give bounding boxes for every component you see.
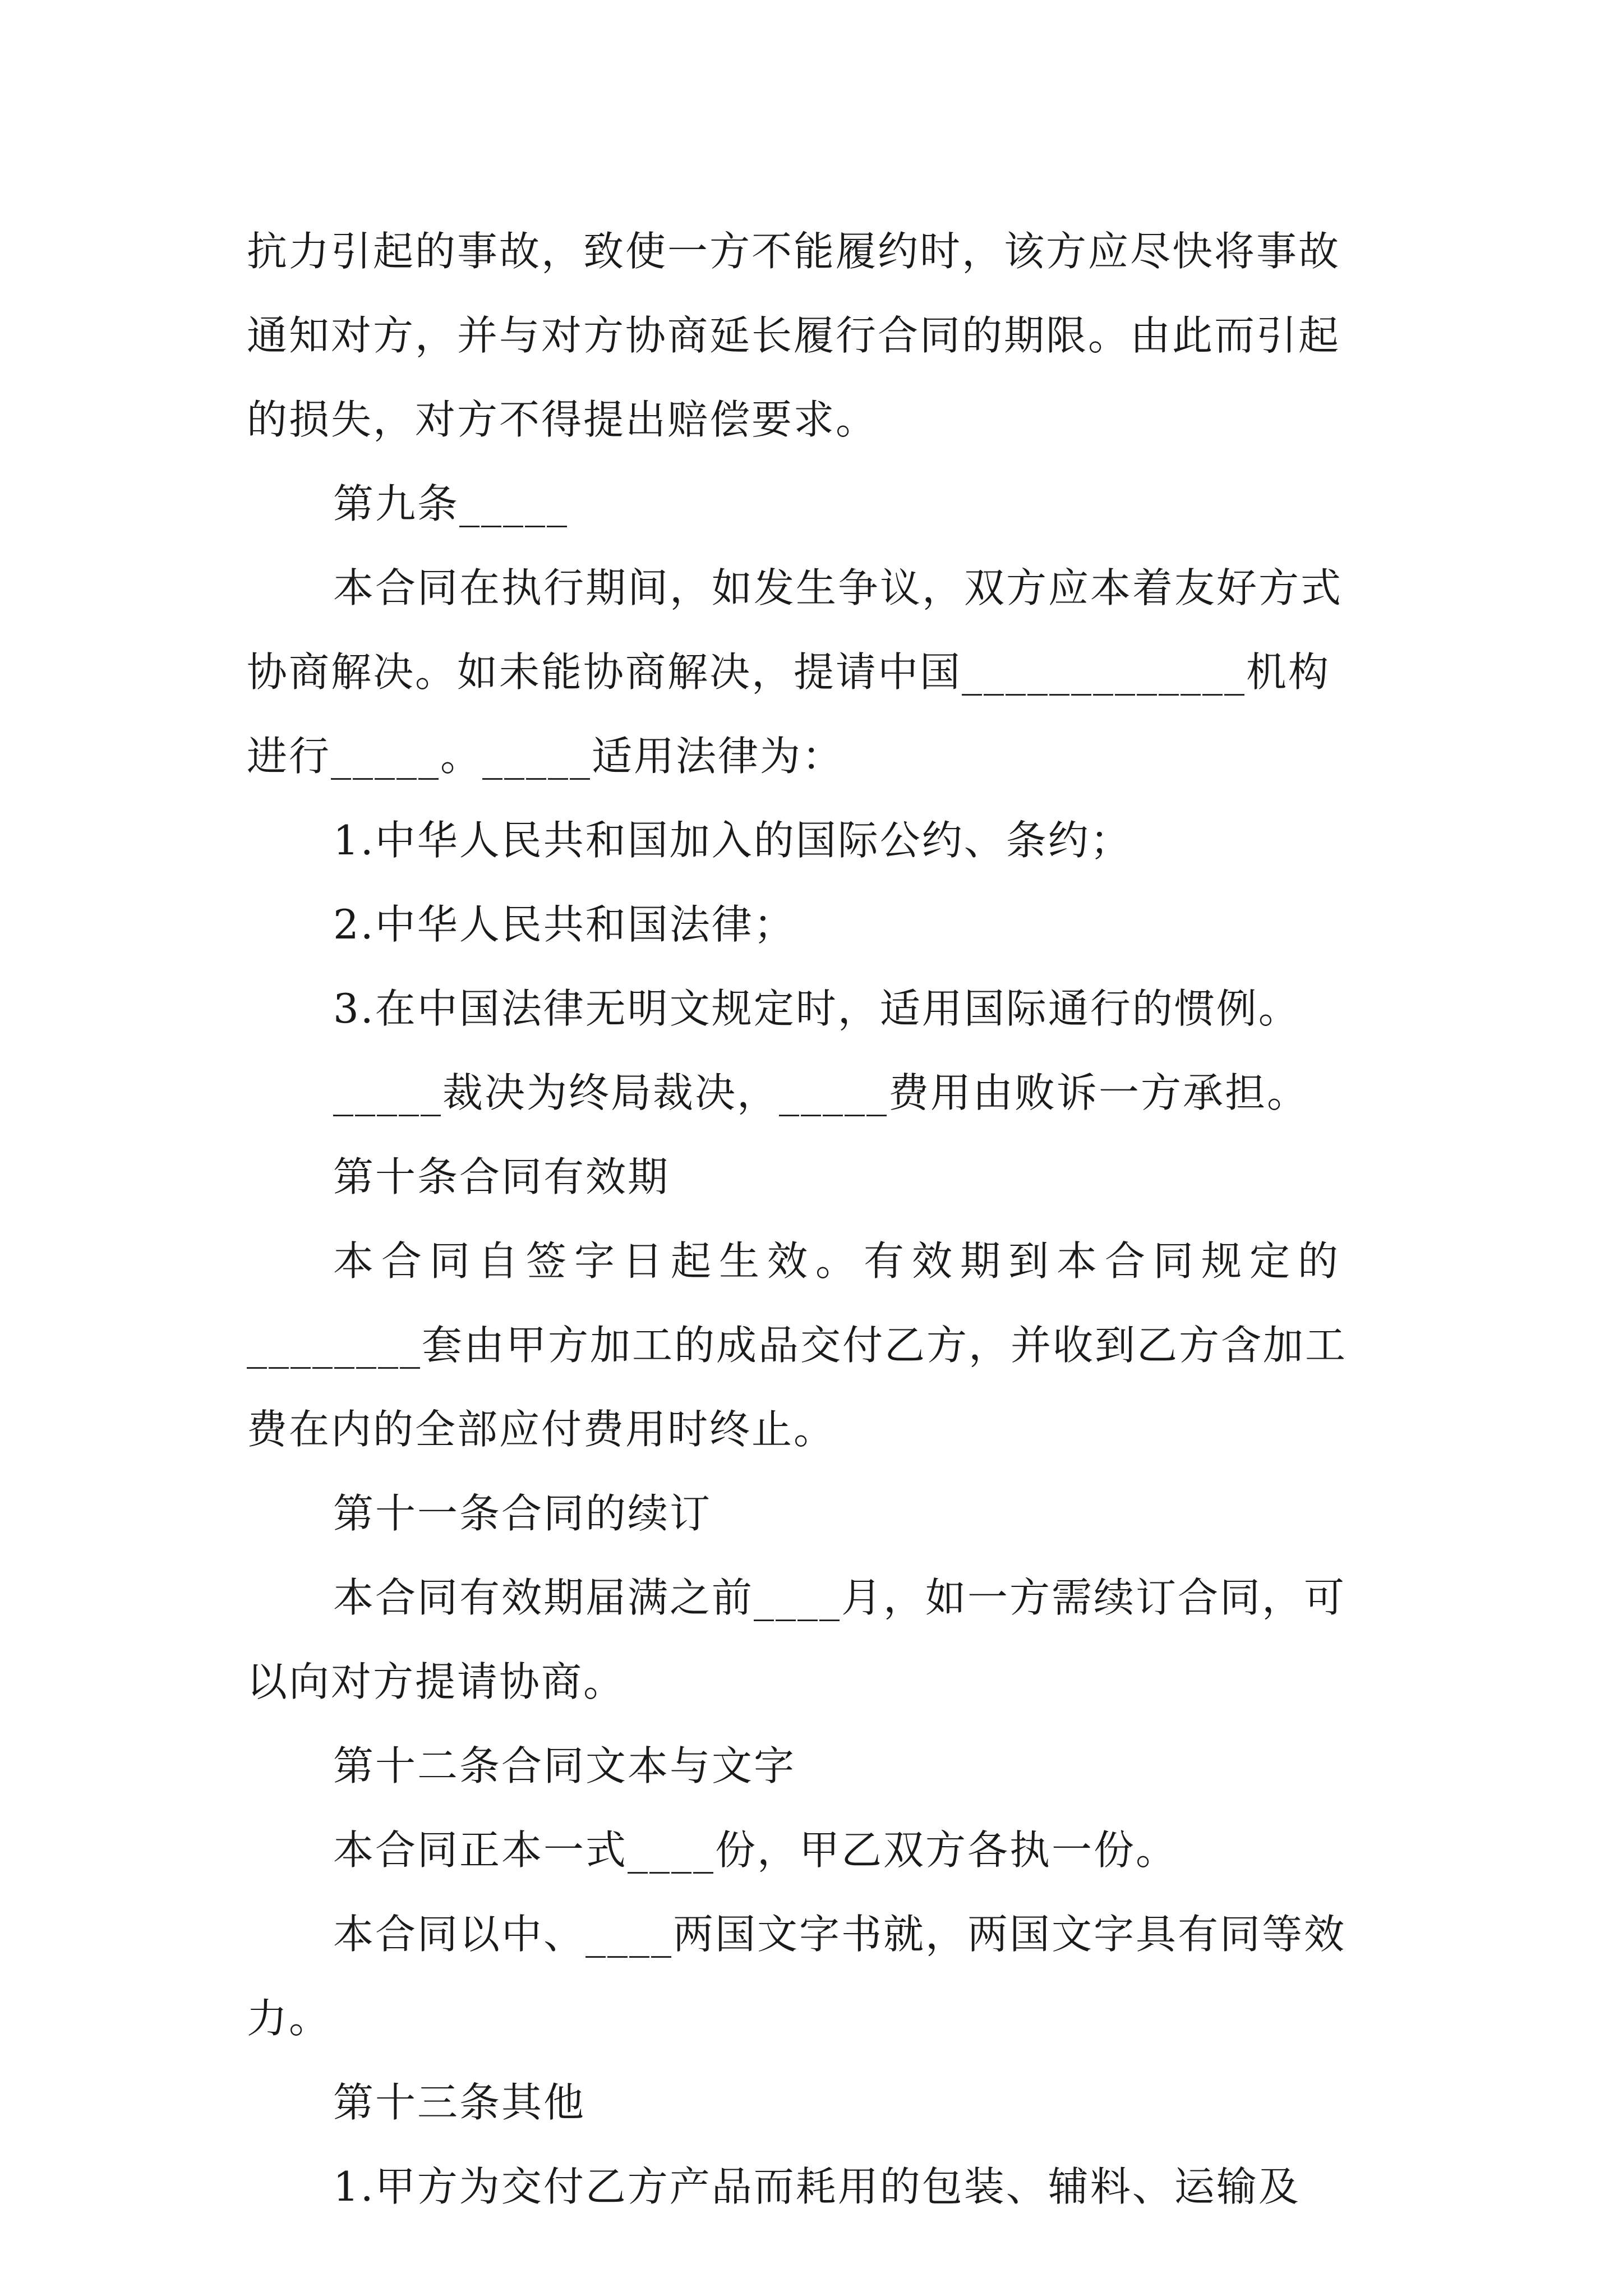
text-line: 力。	[247, 1995, 331, 2042]
article-heading: 第十条合同有效期	[333, 1153, 670, 1200]
article-heading: 第十三条其他	[333, 2079, 586, 2126]
text-line: 本合同在执行期间，如发生争议，双方应本着友好方式	[333, 564, 1343, 611]
text-line: 本合同自签字日起生效。有效期到本合同规定的	[333, 1237, 1347, 1285]
text-line: 协商解决。如未能协商解决，提请中国_____________机构	[247, 648, 1331, 696]
text-line: 本合同以中、____两国文字书就，两国文字具有同等效	[333, 1911, 1347, 1958]
text-line: ________套由甲方加工的成品交付乙方，并收到乙方含加工	[247, 1322, 1348, 1369]
article-heading: 第十一条合同的续订	[333, 1490, 712, 1537]
list-item: 3.在中国法律无明文规定时，适用国际通行的惯例。	[333, 985, 1301, 1032]
text-line: 本合同有效期届满之前____月，如一方需续订合同，可	[333, 1574, 1347, 1621]
document-page	[247, 209, 1384, 2229]
text-line: 通知对方，并与对方协商延长履行合同的期限。由此而引起	[247, 312, 1341, 359]
list-item: 1.中华人民共和国加入的国际公约、条约；	[333, 817, 1132, 864]
text-line: 费在内的全部应付费用时终止。	[247, 1406, 836, 1453]
article-heading: 第九条_____	[333, 480, 569, 527]
list-item: 1.甲方为交付乙方产品而耗用的包装、辅料、运输及	[333, 2163, 1301, 2210]
text-line: _____裁决为终局裁决，_____费用由败诉一方承担。	[333, 1069, 1310, 1116]
text-line: 的损失，对方不得提出赔偿要求。	[247, 396, 878, 443]
text-line: 抗力引起的事故，致使一方不能履约时，该方应尽快将事故	[247, 228, 1341, 275]
article-heading: 第十二条合同文本与文字	[333, 1742, 796, 1789]
list-item: 2.中华人民共和国法律；	[333, 901, 796, 948]
text-line: 以向对方提请协商。	[247, 1658, 626, 1705]
text-line: 本合同正本一式____份，甲乙双方各执一份。	[333, 1826, 1178, 1874]
text-line: 进行_____。_____适用法律为：	[247, 733, 845, 780]
